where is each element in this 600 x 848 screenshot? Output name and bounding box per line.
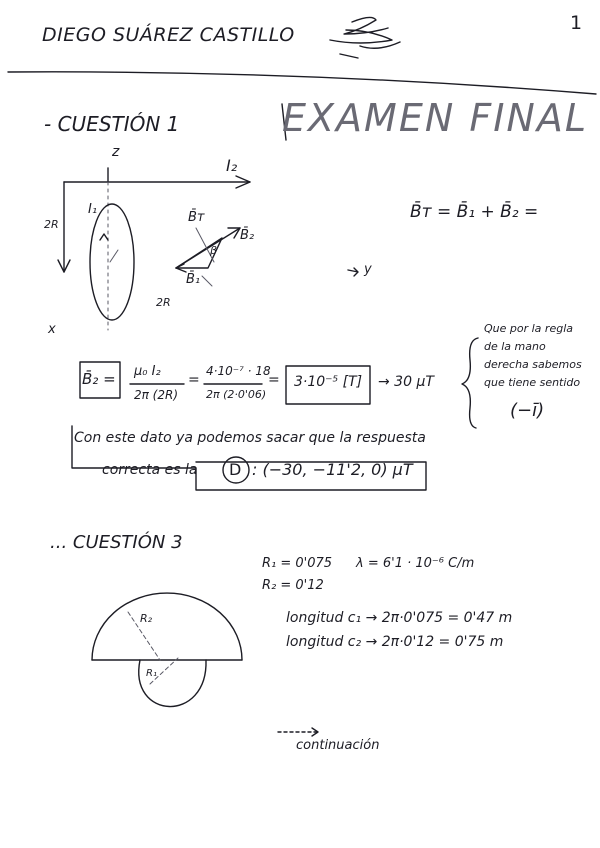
- author-name: DIEGO SUÁREZ CASTILLO: [42, 24, 295, 46]
- figure-r1-label: R₁: [146, 668, 157, 679]
- formula-arrow-result: → 30 μT: [378, 374, 434, 390]
- distance-2r-bottom: 2R: [156, 296, 171, 309]
- formula-frac1-num: μ₀ I₂: [134, 364, 161, 379]
- vector-b2-label: B̄₂: [240, 228, 255, 243]
- side-note-line-4: que tiene sentido: [484, 376, 581, 389]
- current-i1-label: I₁: [88, 202, 98, 217]
- exam-title: EXAMEN FINAL: [282, 96, 588, 140]
- axis-z-label: z: [112, 144, 120, 160]
- y-arrow: [348, 268, 358, 276]
- formula-frac2-den: 2π (2·0'06): [206, 388, 267, 401]
- distance-2r-left: 2R: [44, 218, 59, 231]
- vector-bt-label: B̄ᴛ: [188, 210, 205, 225]
- formula-boxed-result: 3·10⁻⁵ [T]: [294, 374, 363, 390]
- axes-diagram: [58, 168, 250, 330]
- side-result: (−ī): [510, 400, 545, 421]
- side-note-line-2: de la mano: [484, 340, 546, 353]
- length-c2: longitud c₂ → 2π·0'12 = 0'75 m: [286, 634, 504, 650]
- side-note-line-3: derecha sabemos: [484, 358, 582, 371]
- formula-lhs: B̄₂ =: [82, 370, 116, 388]
- vector-b1-label: B̄₁: [186, 272, 201, 287]
- header-divider: [8, 72, 596, 94]
- conclusion-line-1: Con este dato ya podemos sacar que la respuesta: [74, 430, 426, 446]
- formula-eq1: =: [188, 372, 200, 388]
- axis-x-label: x: [48, 322, 56, 337]
- question3-heading: ... CUESTIÓN 3: [50, 532, 183, 553]
- question1-heading: - CUESTIÓN 1: [44, 112, 180, 136]
- formula-frac2-num: 4·10⁻⁷ · 18: [206, 364, 271, 378]
- formula-frac1-den: 2π (2R): [134, 388, 179, 402]
- length-c1: longitud c₁ → 2π·0'075 = 0'47 m: [286, 610, 513, 626]
- lambda-value: λ = 6'1 · 10⁻⁶ C/m: [356, 556, 475, 571]
- side-note-line-1: Que por la regla: [484, 322, 573, 335]
- answer-letter: D: [229, 460, 242, 479]
- signature: [330, 17, 400, 58]
- conclusion-line-2: correcta es la: [102, 462, 198, 478]
- angle-beta-label: β: [210, 244, 218, 257]
- axis-y-label: y: [364, 262, 372, 277]
- question3-figure: [92, 593, 242, 706]
- formula-eq2: =: [268, 372, 280, 388]
- radius-r1-value: R₁ = 0'075: [262, 556, 333, 571]
- curly-brace: [462, 338, 478, 428]
- field-sum-equation: B̄ᴛ = B̄₁ + B̄₂ =: [410, 202, 539, 222]
- page-number: 1: [570, 12, 583, 34]
- figure-r2-label: R₂: [140, 612, 153, 625]
- radius-r2-value: R₂ = 0'12: [262, 578, 324, 593]
- answer-value: : (−30, −11'2, 0) μT: [252, 460, 413, 479]
- continuation-label: continuación: [296, 738, 380, 753]
- current-i2-label: I₂: [226, 156, 238, 175]
